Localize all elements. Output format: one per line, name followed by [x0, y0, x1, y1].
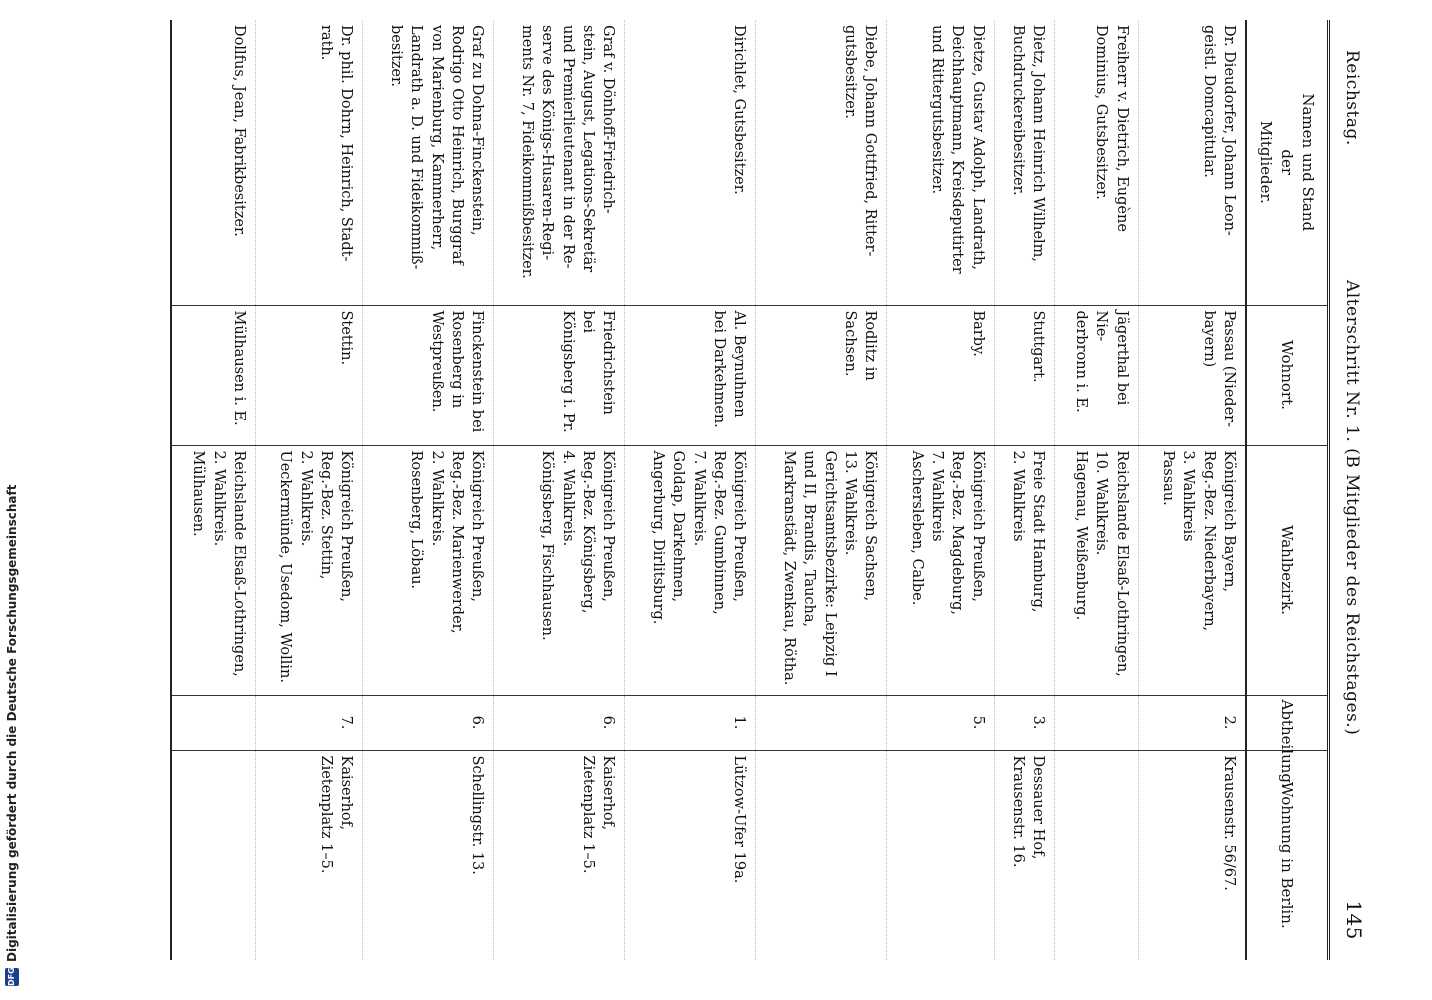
member-wohnort: Rodlitz in Sachsen.: [756, 305, 887, 445]
member-wohnung: [756, 750, 887, 960]
dfg-logo-icon: DFG: [5, 968, 19, 986]
page-number: 145: [1342, 900, 1366, 940]
table-row: [887, 20, 994, 960]
member-wahlbezirk: Königreich Preußen, Reg.-Bez. Stettin, 2. Wahlkreis. Ueckermünde, Usedom, Wollin.: [255, 445, 362, 695]
table-row: [255, 20, 362, 960]
member-wohnung: Dessauer Hof, Krausenstr. 16.: [994, 750, 1054, 960]
member-wohnung: Schellingstr. 13.: [363, 750, 494, 960]
member-wahlbezirk: Freie Stadt Hamburg, 2. Wahlkreis: [994, 445, 1054, 695]
table-row: [363, 20, 494, 960]
member-abtheilung: [1054, 695, 1138, 750]
member-name: Dietze, Gustav Adolph, Landrath, Deichhauptmann, Kreisdeputirter und Rittergutsbesitzer.: [887, 20, 994, 305]
column-header-wohnung: Wohnung in Berlin.: [1246, 750, 1329, 960]
member-wahlbezirk: Reichslande Elsaß-Lothringen, 2. Wahlkreis. Mülhausen.: [171, 445, 255, 695]
table-row: [171, 20, 255, 960]
member-abtheilung: 2.: [1138, 695, 1246, 750]
member-name: Dr. phil. Dohrn, Heinrich, Stadt- rath.: [255, 20, 362, 305]
member-wohnort: Jägerthal bei Nie- derbronn i. E.: [1054, 305, 1138, 445]
member-wohnung: Krausenstr. 56/67.: [1138, 750, 1246, 960]
member-abtheilung: [171, 695, 255, 750]
member-wohnort: Friedrichstein bei Königsberg i. Pr.: [494, 305, 625, 445]
member-register-table: [170, 20, 1330, 960]
member-wohnung: Kaiserhof, Zietenplatz 1–5.: [494, 750, 625, 960]
header-center: Alterschritt Nr. 1. (B Mitglieder des Reichstages.): [1342, 280, 1362, 736]
digitization-credit: [0, 0, 24, 1000]
member-wahlbezirk: Königreich Preußen, Reg.-Bez. Marienwerder, 2. Wahlkreis. Rosenberg, Löbau.: [363, 445, 494, 695]
member-name: Dietz, Johann Heinrich Wilhelm, Buchdruckereibesitzer.: [994, 20, 1054, 305]
table-row: [1138, 20, 1246, 960]
member-name: Freiherr v. Dietrich, Eugène Dominius, Gutsbesitzer.: [1054, 20, 1138, 305]
member-wohnort: Stettin.: [255, 305, 362, 445]
member-wohnung: Kaiserhof, Zietenplatz 1–5.: [255, 750, 362, 960]
member-wohnort: Passau (Nieder- bayern): [1138, 305, 1246, 445]
column-header-abtheilung: Abtheilung.: [1246, 695, 1329, 750]
member-wohnung: [1054, 750, 1138, 960]
table-header-row: [1246, 20, 1329, 960]
member-wahlbezirk: Königreich Preußen, Reg.-Bez. Königsberg, 4. Wahlkreis. Königsberg, Fischhausen.: [494, 445, 625, 695]
member-abtheilung: 1.: [625, 695, 756, 750]
table-row: [994, 20, 1054, 960]
member-wohnung: Lützow-Ufer 19a.: [625, 750, 756, 960]
member-name: Graf zu Dohna-Finckenstein, Rodrigo Otto Heinrich, Burggraf von Marienburg, Kammerherr, Landrath a. D. und Fideikommiß- besitzer.: [363, 20, 494, 305]
member-wohnort: Stuttgart.: [994, 305, 1054, 445]
member-wahlbezirk: Königreich Bayern, Reg.-Bez. Niederbayern, 3. Wahlkreis Passau.: [1138, 445, 1246, 695]
member-wahlbezirk: Königreich Preußen, Reg.-Bez. Gumbinnen, 7. Wahlkreis. Goldap, Darkehmen, Angerburg, Dirlitsburg.: [625, 445, 756, 695]
member-wohnort: Al. Beynuhnen bei Darkehmen.: [625, 305, 756, 445]
member-name: Graf v. Dönhoff-Friedrich- stein, August, Legations-Sekretär und Premierlieutenant in der Re- serve des Königs-Husaren-Regi- ments Nr. 7, Fideikommißbesitzer.: [494, 20, 625, 305]
column-header-wohnort: Wohnort.: [1246, 305, 1329, 445]
member-name: Dollfus, Jean, Fabrikbesitzer.: [171, 20, 255, 305]
header-left: Reichstag.: [1342, 50, 1362, 146]
member-wahlbezirk: Königreich Preußen, Reg.-Bez. Magdeburg, 7. Wahlkreis Aschersleben, Calbe.: [887, 445, 994, 695]
rotated-register-page: [170, 20, 1370, 960]
member-abtheilung: 3.: [994, 695, 1054, 750]
member-wohnung: [887, 750, 994, 960]
table-row: [625, 20, 756, 960]
member-name: Diebe, Johann Gottfried, Ritter- gutsbesitzer.: [756, 20, 887, 305]
member-wohnung: [171, 750, 255, 960]
member-name: Dirichlet, Gutsbesitzer.: [625, 20, 756, 305]
member-wohnort: Mülhausen i. E.: [171, 305, 255, 445]
member-abtheilung: [756, 695, 887, 750]
member-name: Dr. Dieudorfer, Johann Leon- geistl. Domcapitular.: [1138, 20, 1246, 305]
credit-text: Digitalisierung gefördert durch die Deutsche Forschungsgemeinschaft: [5, 484, 19, 962]
member-wohnort: Barby.: [887, 305, 994, 445]
member-wahlbezirk: Königreich Sachsen, 13. Wahlkreis. Gerichtsamtsbezirke: Leipzig I und II, Brandis, Taucha, Markranstädt, Zwenkau, Rötha.: [756, 445, 887, 695]
table-row: [756, 20, 887, 960]
column-header-wahlbezirk: Wahlbezirk.: [1246, 445, 1329, 695]
member-abtheilung: 6.: [363, 695, 494, 750]
member-abtheilung: 6.: [494, 695, 625, 750]
member-wahlbezirk: Reichslande Elsaß-Lothringen, 10. Wahlkreis. Hagenau, Weißenburg.: [1054, 445, 1138, 695]
table-row: [1054, 20, 1138, 960]
column-header-name: Namen und Stand der Mitglieder.: [1246, 20, 1329, 305]
member-wohnort: Finckenstein bei Rosenberg in Westpreußen.: [363, 305, 494, 445]
table-row: [494, 20, 625, 960]
member-abtheilung: 7.: [255, 695, 362, 750]
page-header: [1334, 20, 1370, 960]
member-abtheilung: 5.: [887, 695, 994, 750]
